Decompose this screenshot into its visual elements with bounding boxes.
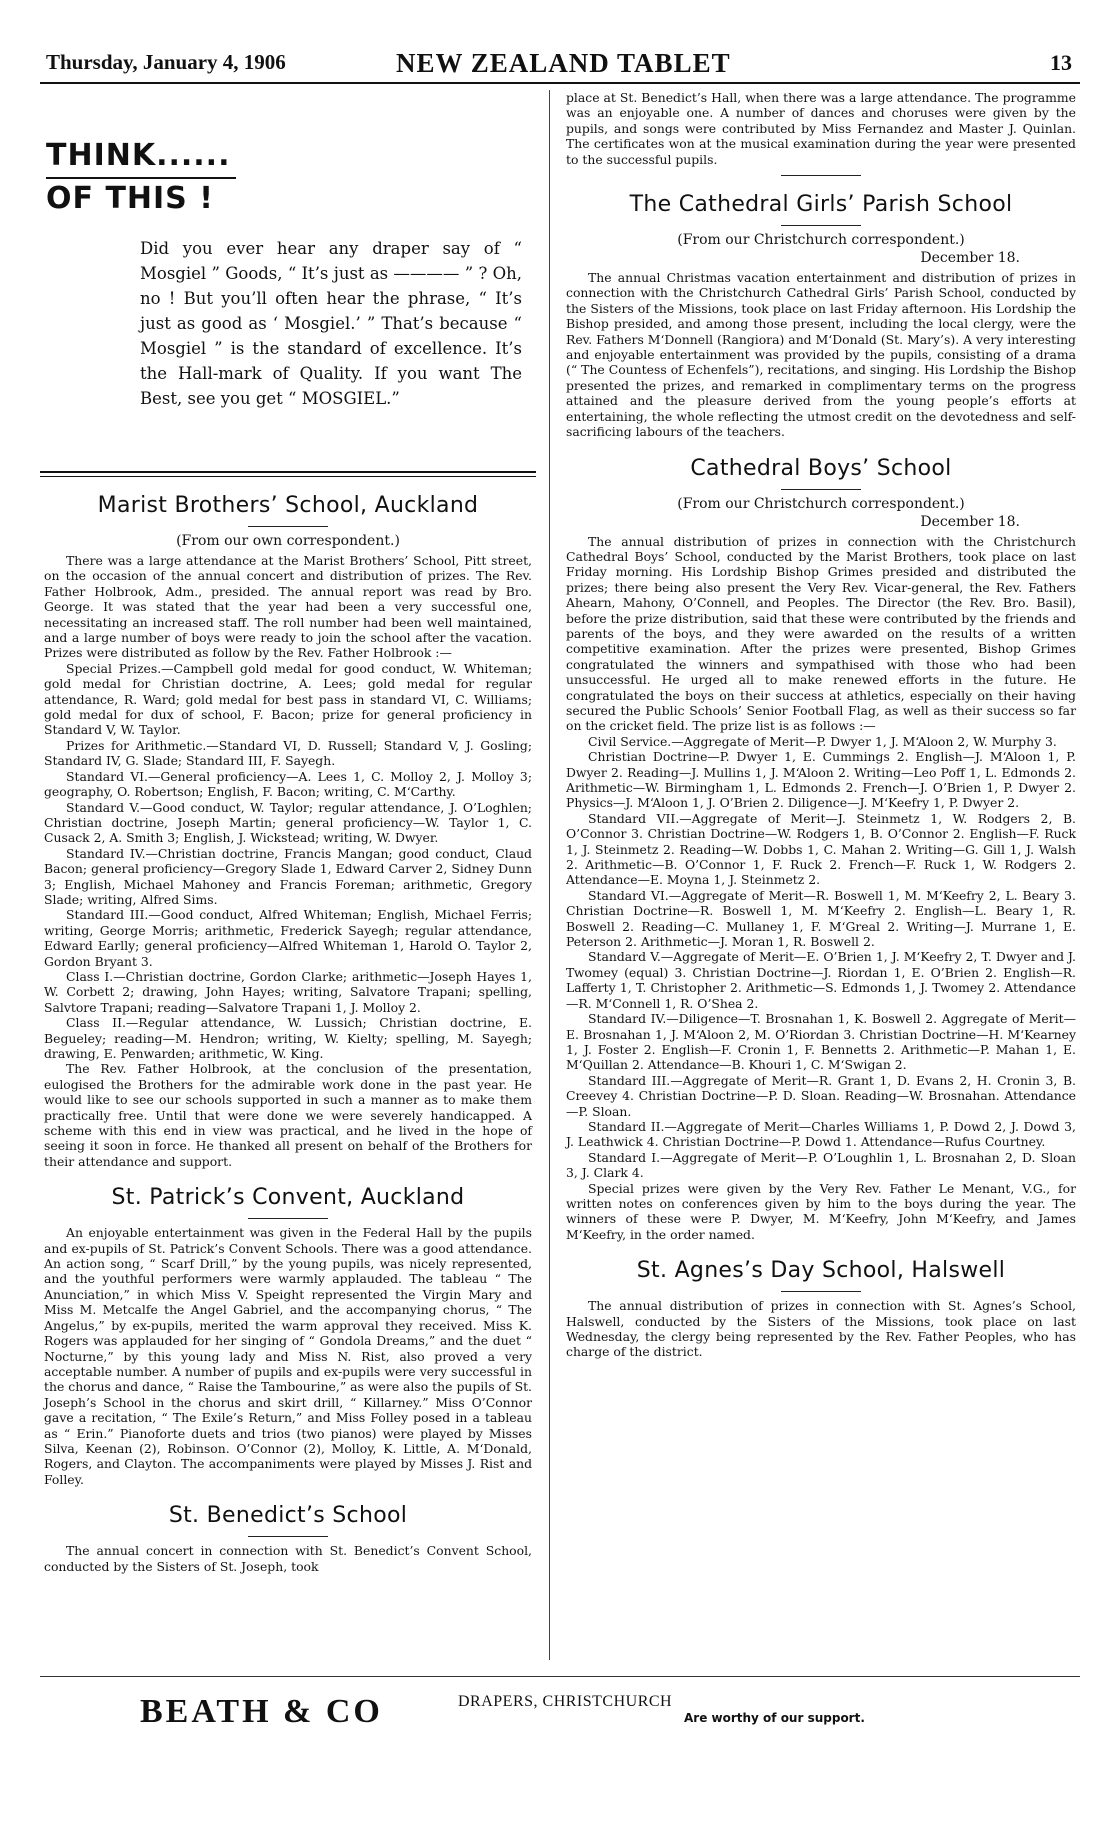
article-title: St. Patrick’s Convent, Auckland	[111, 1185, 465, 1211]
paragraph: Standard III.—Aggregate of Merit—R. Grant 1, D. Evans 2, H. Cronin 3, B. Creevey 4. Christian Doctrine—P. D. Sloan. Reading—W. Brosnahan. Attendance—P. Sloan.	[566, 1072, 1076, 1119]
article-cathedral-boys-school	[562, 456, 1080, 1243]
right-column	[562, 90, 1080, 1360]
paragraph: Standard VI.—General proficiency—A. Lees 1, C. Molloy 2, J. Molloy 3; geography, O. Robertson; English, F. Bacon; writing, C. M‘Carthy.	[44, 768, 532, 800]
article-st-agnes-school	[562, 1258, 1080, 1360]
article-body	[44, 1543, 532, 1574]
mosgiel-advertisement	[40, 138, 536, 463]
ad-headline-think: THINK......	[46, 138, 231, 173]
masthead	[40, 48, 1080, 84]
title-rule	[781, 489, 861, 490]
paragraph: Standard IV.—Christian doctrine, Francis Mangan; good conduct, Claud Bacon; general proficiency—Gregory Slade 1, Edward Carver 2, Sidney Dunn 3; English, Michael Mahoney and Francis Foreman; arithmetic, Gregory Slade; writing, Alfred Sims.	[44, 845, 532, 907]
article-title: The Cathedral Girls’ Parish School	[629, 192, 1013, 218]
article-continuation	[566, 90, 1076, 167]
newspaper-page	[40, 40, 1080, 1800]
paragraph: Christian Doctrine—P. Dwyer 1, E. Cummings 2. English—J. M‘Aloon 1, P. Dwyer 2. Reading—J. Mullins 1, J. M‘Aloon 2. Writing—Leo Poff 1, L. Edmonds 2. Arithmetic—W. Birmingham 1, L. Edmonds 2. French—J. O’Brien 1, P. Dwyer 2. Physics—J. M‘Aloon 1, J. O’Brien 2. Diligence—J. M‘Keefry 1, P. Dwyer 2.	[566, 749, 1076, 811]
article-body	[566, 270, 1076, 439]
paragraph: Standard II.—Aggregate of Merit—Charles Williams 1, P. Dowd 2, J. Dowd 3, J. Leathwick 4. Christian Doctrine—P. Dowd 1. Attendance—Rufus Courtney.	[566, 1118, 1076, 1150]
ad-headline-of-this: OF THIS !	[46, 181, 214, 216]
article-dateline: December 18.	[920, 250, 1020, 267]
article-dateline: December 18.	[920, 513, 1020, 530]
paragraph: Standard VI.—Aggregate of Merit—R. Boswell 1, M. M‘Keefry 2, L. Beary 3. Christian Doctrine—R. Boswell 1, M. M‘Keefry 2. English—L. Beary 1, R. Boswell 2. Reading—C. Mullaney 1, F. M‘Greal 2. Writing—J. Murrane 1, E. Peterson 2. Arithmetic—J. Moran 1, R. Boswell 2.	[566, 887, 1076, 950]
paragraph: There was a large attendance at the Marist Brothers’ School, Pitt street, on the occasion of the annual concert and distribution of prizes. The Rev. Father Holbrook, Adm., presided. The annual report was read by Bro. George. It was stated that the year had been a very successful one, necessitating an increased staff. The roll number had been well maintained, and a large number of boys were ready to join the school after the vacation. Prizes were distributed as follow by the Rev. Father Holbrook :—	[44, 553, 532, 661]
ad-body-text: Did you ever hear any draper say of “ Mosgiel ” Goods, “ It’s just as ———— ” ? Oh, no ! But you’ll often hear the phrase, “ It’s just as good as ‘ Mosgiel.’ ” That’s because “ Mosgiel ” is the standard of excellence. It’s the Hall-mark of Quality. If you want The Best, see you get “ MOSGIEL.”	[140, 239, 522, 408]
advertiser-name: BEATH & CO	[140, 1693, 383, 1730]
paragraph: The Rev. Father Holbrook, at the conclusion of the presentation, eulogised the Brothers for the admirable work done in the past year. He would like to see our schools supported in such a manner as to make them practically free. Until that were done we were severely handicapped. A scheme with this end in view was practical, and he lived in the hope of seeing it soon in force. He thanked all present on behalf of the Brothers for their attendance and support.	[44, 1061, 532, 1169]
paragraph: Standard VII.—Aggregate of Merit—J. Steinmetz 1, W. Rodgers 2, B. O’Connor 3. Christian Doctrine—W. Rodgers 1, B. O’Connor 2. English—F. Ruck 1, J. Steinmetz 2. Reading—W. Dobbs 1, C. Mahan 2. Writing—G. Gill 1, J. Walsh 2. Arithmetic—B. O’Connor 1, F. Ruck 2. French—F. Ruck 1, W. Rodgers 2. Attendance—E. Moyna 1, J. Steinmetz 2.	[566, 810, 1076, 888]
ad-rule	[46, 177, 236, 179]
paragraph: The annual concert in connection with St. Benedict’s Convent School, conducted by the Sisters of St. Joseph, took	[44, 1543, 532, 1574]
page-number: 13	[1050, 50, 1072, 75]
paragraph: Standard I.—Aggregate of Merit—P. O’Loughlin 1, L. Brosnahan 2, D. Sloan 3, J. Clark 4.	[566, 1149, 1076, 1181]
paragraph: place at St. Benedict’s Hall, when there was a large attendance. The programme was an enjoyable one. A number of dances and choruses were given by the pupils, and songs were contributed by Miss Fernandez and Master J. Quinlan. The certificates won at the musical examination during the year were presented to the successful pupils.	[566, 90, 1076, 167]
title-rule	[781, 175, 861, 176]
footer-advertisement	[40, 1676, 1080, 1737]
paragraph: Standard V.—Good conduct, W. Taylor; regular attendance, J. O’Loghlen; Christian doctrine, Joseph Martin; general proficiency—W. Taylor 1, C. Cusack 2, A. Smith 3; English, J. Wickstead; writing, W. Dwyer.	[44, 799, 532, 846]
column-divider	[549, 90, 550, 1660]
paragraph: Standard V.—Aggregate of Merit—E. O’Brien 1, J. M‘Keefry 2, T. Dwyer and J. Twomey (equal) 3. Christian Doctrine—J. Riordan 1, E. O’Brien 2. English—R. Lafferty 1, T. Christopher 2. Arithmetic—S. Edmonds 1, J. Twomey 2. Attendance—R. M‘Connell 1, R. O’Shea 2.	[566, 949, 1076, 1011]
article-body	[566, 1298, 1076, 1360]
title-rule	[781, 225, 861, 226]
advertiser-slogan: Are worthy of our support.	[684, 1711, 865, 1725]
paragraph: Standard IV.—Diligence—T. Brosnahan 1, K. Boswell 2. Aggregate of Merit—E. Brosnahan 1, J. M‘Aloon 2, M. O’Riordan 3. Christian Doctrine—H. M‘Kearney 1, J. Foster 2. English—F. Cronin 1, F. Bennetts 2. Arithmetic—P. Mahan 1, E. M‘Quillan 2. Attendance—B. Khouri 1, C. M‘Swigan 2.	[566, 1011, 1076, 1073]
left-column	[40, 90, 536, 1574]
article-marist-brothers	[40, 493, 536, 1169]
paragraph: Special Prizes.—Campbell gold medal for good conduct, W. Whiteman; gold medal for Christian doctrine, A. Lees; gold medal for regular attendance, R. Ward; gold medal for best pass in standard VI, C. Williams; gold medal for dux of school, F. Bacon; prize for general proficiency in Standard V, W. Taylor.	[44, 660, 532, 738]
newspaper-title: NEW ZEALAND TABLET	[396, 48, 731, 78]
paragraph: An enjoyable entertainment was given in the Federal Hall by the pupils and ex-pupils of St. Patrick’s Convent Schools. There was a good attendance. An action song, “ Scarf Drill,” by the young pupils, was nicely represented, and the youthful performers were warmly applauded. The tableau “ The Anunciation,” in which Miss V. Speight represented the Virgin Mary and Miss M. Metcalfe the Angel Gabriel, and the accompanying chorus, “ The Angelus,” by ex-pupils, merited the warm approval they received. Miss K. Rogers was applauded for her singing of “ Gondola Dreams,” and the duet “ Nocturne,” by this young lady and Miss N. Rist, also proved a very acceptable number. A number of pupils and ex-pupils were very successful in the chorus and dance, “ Raise the Tambourine,” as were also the pupils of St. Joseph’s School in the chorus and skirt drill, “ Killarney.” Miss O’Connor gave a recitation, “ The Exile’s Return,” and Miss Folley posed in a tableau as “ Erin.” Pianoforte duets and trios (two pianos) were played by Misses Silva, Keenan (2), Robinson. O’Connor (2), Molloy, K. Little, A. M‘Donald, Rogers, and Clayton. The accompaniments were played by Misses J. Rist and Folley.	[44, 1225, 532, 1487]
article-cathedral-girls-school	[562, 192, 1080, 439]
paragraph: Special prizes were given by the Very Rev. Father Le Menant, V.G., for written notes on conferences given by him to the boys during the year. The winners of these were P. Dwyer, M. M‘Keefry, John M‘Keefry, and James M‘Keefry, in the order named.	[566, 1180, 1076, 1242]
paragraph: The annual distribution of prizes in connection with St. Agnes’s School, Halswell, conducted by the Sisters of the Missions, took place on last Wednesday, the clergy being represented by the Rev. Father Peoples, who has charge of the district.	[566, 1298, 1076, 1360]
paragraph: Class II.—Regular attendance, W. Lussich; Christian doctrine, E. Begueley; reading—M. Hendron; writing, W. Kielty; spelling, M. Sayegh; drawing, E. Penwarden; arithmetic, W. King.	[44, 1015, 532, 1061]
paragraph: Civil Service.—Aggregate of Merit—P. Dwyer 1, J. M‘Aloon 2, W. Murphy 3.	[588, 733, 1057, 749]
article-byline: (From our Christchurch correspondent.)	[677, 495, 965, 512]
advertiser-trade: DRAPERS, CHRISTCHURCH	[458, 1693, 673, 1710]
paragraph: Class I.—Christian doctrine, Gordon Clarke; arithmetic—Joseph Hayes 1, W. Corbett 2; drawing, John Hayes; writing, Salvatore Trapani; spelling, Salvtore Trapani; reading—Salvatore Trapani 1, J. Molloy 2.	[44, 968, 532, 1015]
section-divider	[40, 471, 536, 477]
article-title: Cathedral Boys’ School	[690, 455, 952, 481]
article-body	[44, 1225, 532, 1487]
title-rule	[248, 1218, 328, 1219]
paragraph: The annual Christmas vacation entertainment and distribution of prizes in connection with the Christchurch Cathedral Girls’ Parish School, conducted by the Sisters of the Missions, took place on last Friday afternoon. His Lordship the Bishop presided, and among those present, including the local clergy, were the Rev. Fathers M‘Donnell (Rangiora) and M‘Donald (St. Mary’s). A very interesting and enjoyable entertainment was provided by the pupils, consisting of a drama (“ The Countess of Echenfels”), recitations, and singing. His Lordship the Bishop presented the prizes, and remarked in complimentary terms on the progress attained and the pleasure derived from the young people’s efforts at entertaining, the whole reflecting the utmost credit on the devotedness and self-sacrificing labours of the teachers.	[566, 270, 1076, 440]
paragraph: Standard III.—Good conduct, Alfred Whiteman; English, Michael Ferris; writing, George Morris; arithmetic, Frederick Sayegh; regular attendance, Edward Earlly; general proficiency—Alfred Whiteman 1, Harold O. Taylor 2, Gordon Bryant 3.	[44, 907, 532, 969]
title-rule	[248, 1536, 328, 1537]
article-title: St. Benedict’s School	[168, 1503, 408, 1529]
paragraph: The annual distribution of prizes in connection with the Christchurch Cathedral Boys’ School, conducted by the Marist Brothers, took place on last Friday morning. His Lordship Bishop Grimes presided and distributed the prizes; there being also present the Very Rev. Vicar-general, the Rev. Fathers Ahearn, Mahony, O’Connell, and Peoples. The Director (the Rev. Bro. Basil), before the prize distribution, said that these were contributed by the friends and parents of the boys, and they were awarded on the results of a written competitive examination. After the prizes were presented, Bishop Grimes congratulated the winners and sympathised with those who had been unsuccessful. He urged all to make renewed efforts in the future. He congratulated the boys on their success at athletics, especially on their having secured the Public Schools’ Senior Football Flag, as well as their success so far on the cricket field. The prize list is as follows :—	[566, 533, 1076, 734]
article-byline: (From our Christchurch correspondent.)	[677, 232, 965, 249]
article-byline: (From our own correspondent.)	[176, 533, 400, 549]
article-title: Marist Brothers’ School, Auckland	[97, 493, 479, 518]
title-rule	[248, 526, 328, 527]
article-body	[44, 553, 532, 1169]
article-st-patricks-convent	[40, 1185, 536, 1487]
title-rule	[781, 1291, 861, 1292]
article-body	[566, 534, 1076, 1243]
issue-date: Thursday, January 4, 1906	[46, 50, 286, 74]
article-title: St. Agnes’s Day School, Halswell	[636, 1258, 1006, 1284]
article-st-benedicts-school	[40, 1503, 536, 1574]
paragraph: Prizes for Arithmetic.—Standard VI, D. Russell; Standard V, J. Gosling; Standard IV, G. Slade; Standard III, F. Sayegh.	[44, 737, 532, 769]
